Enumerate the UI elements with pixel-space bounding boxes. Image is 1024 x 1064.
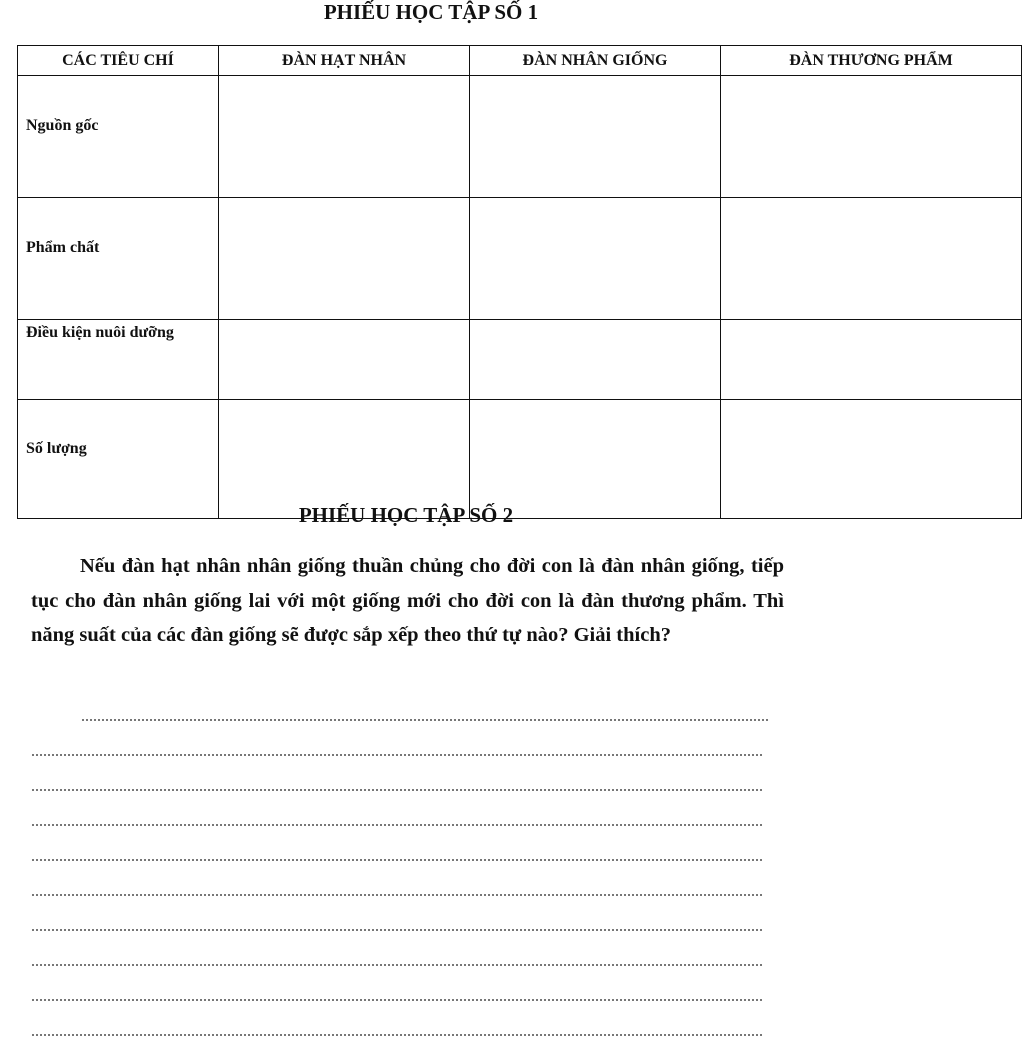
- answer-line[interactable]: [32, 859, 762, 861]
- header-breeding-herd: ĐÀN NHÂN GIỐNG: [470, 46, 721, 76]
- answer-line[interactable]: [32, 824, 762, 826]
- answer-line[interactable]: [32, 929, 762, 931]
- criterion-quality: Phẩm chất: [18, 198, 219, 320]
- answer-line[interactable]: [32, 964, 762, 966]
- question-text: Nếu đàn hạt nhân nhân giống thuần chủng cho đời con là đàn nhân giống, tiếp tục cho đàn nhân giống lai với một giống mới cho đời con là đàn thương phẩm. Thì năng suất của các đàn giống sẽ được sắp xếp theo thứ tự nào? Giải thích?: [31, 555, 784, 646]
- answer-line[interactable]: [32, 789, 762, 791]
- answer-line[interactable]: [32, 754, 762, 756]
- answer-line[interactable]: [82, 719, 768, 721]
- answer-line[interactable]: [32, 894, 762, 896]
- worksheet-2-title: PHIẾU HỌC TẬP SỐ 2: [298, 503, 514, 527]
- header-nucleus-herd: ĐÀN HẠT NHÂN: [219, 46, 470, 76]
- criterion-origin: Nguồn gốc: [18, 76, 219, 198]
- answer-line[interactable]: [32, 999, 762, 1001]
- worksheet-1-title: PHIẾU HỌC TẬP SỐ 1: [323, 0, 539, 24]
- answer-line[interactable]: [32, 1034, 762, 1036]
- header-criteria: CÁC TIÊU CHÍ: [18, 46, 219, 76]
- criterion-quantity: Số lượng: [18, 400, 219, 519]
- header-commercial-herd: ĐÀN THƯƠNG PHẨM: [721, 46, 1022, 76]
- criterion-rearing-conditions: Điều kiện nuôi dưỡng: [18, 320, 219, 400]
